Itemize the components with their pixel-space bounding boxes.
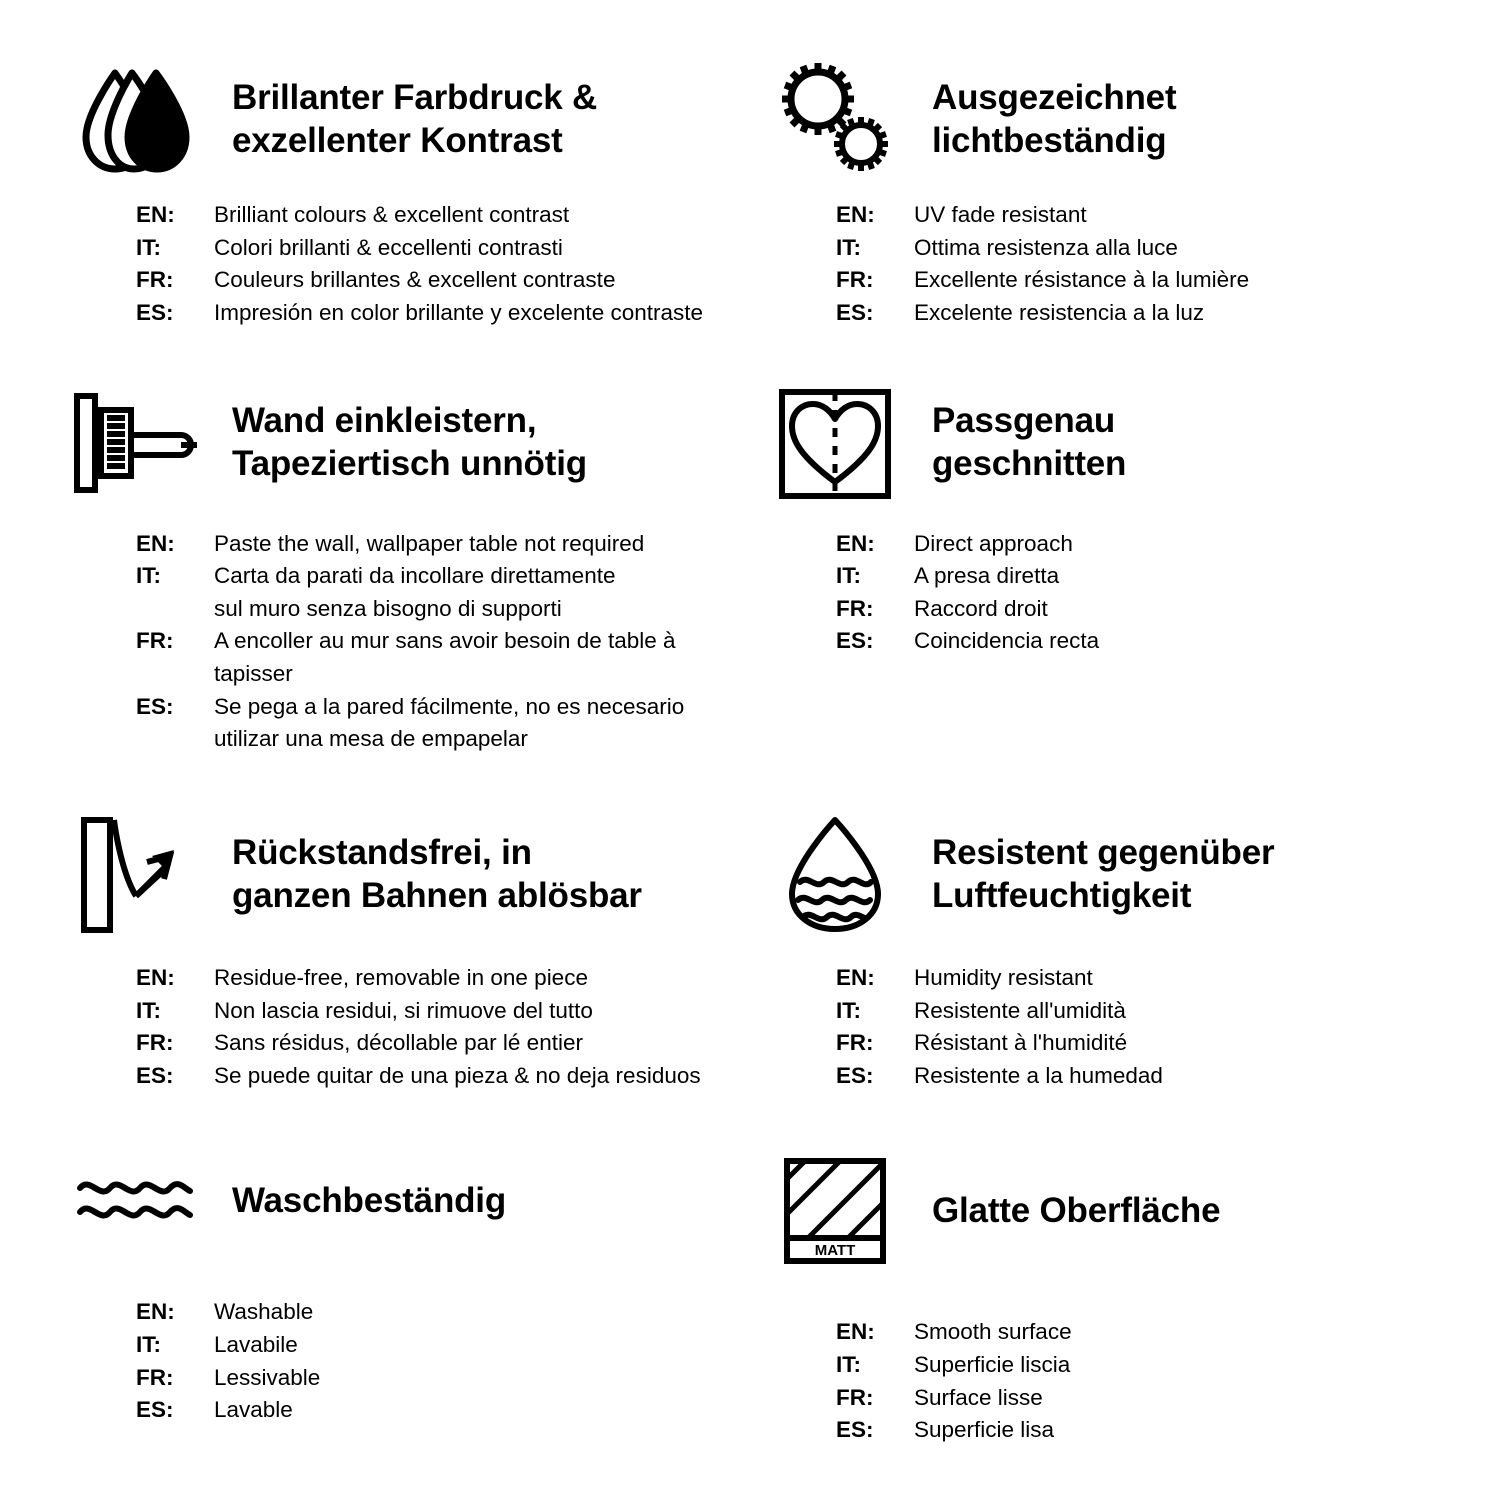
feature-header (60, 378, 742, 508)
feature-header (760, 810, 1460, 940)
lang-code: EN: (836, 1319, 875, 1345)
feature-title-line-1: Ausgezeichnet (932, 78, 1177, 118)
translation-row (136, 1027, 742, 1060)
lang-text: Resistente all'umidità (914, 997, 1126, 1023)
feature-humidity-resistant (760, 810, 1460, 1093)
translation-list (836, 962, 1460, 1093)
lang-code: EN: (136, 964, 175, 990)
translation-row (136, 528, 742, 561)
lang-text: Superficie lisa (914, 1417, 1055, 1443)
lang-code: EN: (836, 530, 875, 556)
translation-row (836, 1382, 1460, 1415)
lang-code: FR: (136, 1364, 174, 1390)
translation-row (836, 297, 1460, 330)
sun-rays-icon (760, 55, 910, 185)
translation-list (136, 962, 742, 1093)
feature-title (232, 400, 587, 485)
lang-text-line-1: Se pega a la pared fácilmente, no es necesario (214, 693, 685, 719)
lang-code: FR: (136, 628, 174, 654)
feature-title-line-1: Brillanter Farbdruck & (232, 78, 598, 118)
lang-text: Colori brillanti & eccellenti contrasti (214, 234, 563, 260)
lang-code: EN: (136, 202, 175, 227)
translation-list (136, 1296, 742, 1427)
lang-code: ES: (836, 1062, 874, 1088)
droplet-waves-icon (760, 810, 910, 940)
lang-code: ES: (136, 1397, 174, 1423)
lang-text: Brilliant colours & excellent contrast (214, 202, 570, 227)
feature-grid (60, 55, 1440, 1447)
lang-code: FR: (836, 267, 874, 293)
feature-header (760, 1146, 1460, 1276)
translation-row (836, 625, 1460, 658)
lang-text: Superficie liscia (914, 1352, 1071, 1377)
feature-title-line-2: Luftfeuchtigkeit (932, 875, 1192, 915)
feature-header (760, 378, 1460, 508)
translation-row (136, 691, 742, 756)
lang-code: FR: (136, 267, 174, 293)
translation-list (136, 528, 742, 756)
translation-row (136, 1296, 742, 1329)
translation-row (836, 232, 1460, 265)
lang-code: FR: (836, 595, 874, 621)
translation-row (836, 593, 1460, 626)
lang-text: Lavabile (214, 1332, 298, 1357)
feature-washable (60, 1146, 760, 1447)
feature-title (932, 832, 1274, 917)
translation-row (136, 232, 742, 265)
lang-code: FR: (136, 1030, 174, 1056)
translation-row (136, 625, 742, 690)
translation-row (136, 995, 742, 1028)
translation-row (836, 1316, 1460, 1349)
lang-text: A encoller au mur sans avoir besoin de table à tapisser (214, 628, 676, 686)
peel-off-icon (60, 810, 210, 940)
feature-title (232, 832, 642, 917)
lang-text (214, 691, 742, 756)
lang-text: Lavable (214, 1397, 293, 1423)
lang-text: Smooth surface (914, 1319, 1072, 1345)
lang-code: ES: (836, 299, 874, 325)
translation-row (836, 1414, 1460, 1447)
feature-header (60, 55, 742, 185)
feature-title (232, 77, 597, 162)
feature-title-line-1: Wand einkleistern, (232, 400, 537, 440)
feature-header (60, 1146, 742, 1256)
lang-text: Paste the wall, wallpaper table not required (214, 530, 645, 556)
translation-row (136, 1394, 742, 1427)
lang-code: FR: (836, 1384, 874, 1410)
lang-code: ES: (136, 1062, 174, 1088)
lang-text: Coincidencia recta (914, 628, 1100, 654)
translation-list (136, 199, 742, 330)
feature-smooth-surface (760, 1146, 1460, 1447)
lang-code: FR: (836, 1030, 874, 1056)
lang-code: IT: (836, 234, 861, 260)
lang-text: Sans résidus, décollable par lé entier (214, 1030, 583, 1056)
lang-text: UV fade resistant (914, 202, 1087, 227)
feature-title-line-1: Resistent gegenüber (932, 833, 1275, 873)
translation-list (836, 1316, 1460, 1447)
translation-row (836, 1349, 1460, 1382)
translation-row (836, 528, 1460, 561)
translation-row (136, 1329, 742, 1362)
feature-header (760, 55, 1460, 185)
feature-direct-approach (760, 378, 1460, 756)
lang-text: A presa diretta (914, 563, 1060, 589)
lang-code: IT: (136, 1332, 161, 1357)
translation-row (136, 560, 742, 625)
waves-icon (60, 1166, 210, 1236)
matt-label: MATT (814, 1242, 856, 1260)
lang-code: IT: (136, 563, 161, 589)
paste-brush-icon (60, 378, 210, 508)
lang-text: Ottima resistenza alla luce (914, 234, 1178, 260)
lang-code: IT: (136, 234, 161, 260)
lang-text: Couleurs brillantes & excellent contraste (214, 267, 616, 293)
translation-row (836, 1027, 1460, 1060)
lang-text: Non lascia residui, si rimuove del tutto (214, 997, 593, 1023)
matt-surface-icon (760, 1146, 910, 1276)
feature-title-line-1: Glatte Oberfläche (932, 1191, 1221, 1231)
translation-row (136, 297, 742, 330)
translation-row (836, 560, 1460, 593)
lang-code: EN: (836, 964, 875, 990)
lang-text: Lessivable (214, 1364, 321, 1390)
lang-code: EN: (136, 1299, 175, 1325)
lang-code: ES: (136, 299, 174, 325)
translation-row (136, 1362, 742, 1395)
lang-text: Direct approach (914, 530, 1073, 556)
translation-row (136, 962, 742, 995)
feature-paste-the-wall (60, 378, 760, 756)
feature-title-line-1: Rückstandsfrei, in (232, 833, 532, 873)
lang-code: ES: (836, 628, 874, 654)
lang-text: Residue-free, removable in one piece (214, 964, 588, 990)
lang-text: Résistant à l'humidité (914, 1030, 1128, 1056)
feature-title-line-1: Waschbeständig (232, 1181, 507, 1221)
feature-title (932, 1190, 1220, 1233)
lang-code: EN: (836, 202, 875, 227)
lang-text: Excellente résistance à la lumière (914, 267, 1250, 293)
lang-text: Washable (214, 1299, 314, 1325)
feature-brilliant-colours (60, 55, 760, 330)
lang-text-line-1: Carta da parati da incollare direttamente (214, 563, 616, 589)
lang-code: ES: (836, 1417, 874, 1443)
lang-text: Humidity resistant (914, 964, 1093, 990)
translation-row (836, 962, 1460, 995)
translation-list (836, 199, 1460, 330)
feature-title (932, 400, 1126, 485)
feature-title-line-1: Passgenau (932, 400, 1116, 440)
feature-header (60, 810, 742, 940)
lang-code: IT: (836, 563, 861, 589)
lang-code: ES: (136, 693, 174, 719)
translation-row (836, 264, 1460, 297)
heart-match-icon (760, 378, 910, 508)
feature-residue-free (60, 810, 760, 1093)
feature-title-line-2: exzellenter Kontrast (232, 121, 563, 160)
feature-title-line-2: lichtbeständig (932, 121, 1167, 160)
lang-text: Surface lisse (914, 1384, 1043, 1410)
lang-text: Resistente a la humedad (914, 1062, 1163, 1088)
feature-title-line-2: ganzen Bahnen ablösbar (232, 875, 642, 915)
translation-row (836, 995, 1460, 1028)
lang-code: IT: (836, 1352, 861, 1377)
lang-text: Se puede quitar de una pieza & no deja residuos (214, 1062, 701, 1088)
feature-title-line-2: Tapeziertisch unnötig (232, 443, 587, 483)
lang-code: IT: (836, 997, 861, 1023)
lang-text-line-2: sul muro senza bisogno di supporti (214, 595, 562, 621)
lang-text: Excelente resistencia a la luz (914, 299, 1205, 325)
lang-text (214, 560, 742, 625)
feature-title (232, 1180, 506, 1223)
feature-title-line-2: geschnitten (932, 443, 1127, 483)
translation-list (836, 528, 1460, 659)
feature-uv-fade-resistant (760, 55, 1460, 330)
lang-code: EN: (136, 530, 175, 556)
feature-title (932, 77, 1176, 162)
lang-code: IT: (136, 997, 161, 1023)
lang-text: Impresión en color brillante y excelente contraste (214, 299, 704, 325)
translation-row (136, 264, 742, 297)
translation-row (836, 1060, 1460, 1093)
translation-row (836, 199, 1460, 232)
translation-row (136, 199, 742, 232)
lang-text-line-2: utilizar una mesa de empapelar (214, 726, 528, 752)
ink-drops-icon (60, 55, 210, 185)
translation-row (136, 1060, 742, 1093)
lang-text: Raccord droit (914, 595, 1048, 621)
